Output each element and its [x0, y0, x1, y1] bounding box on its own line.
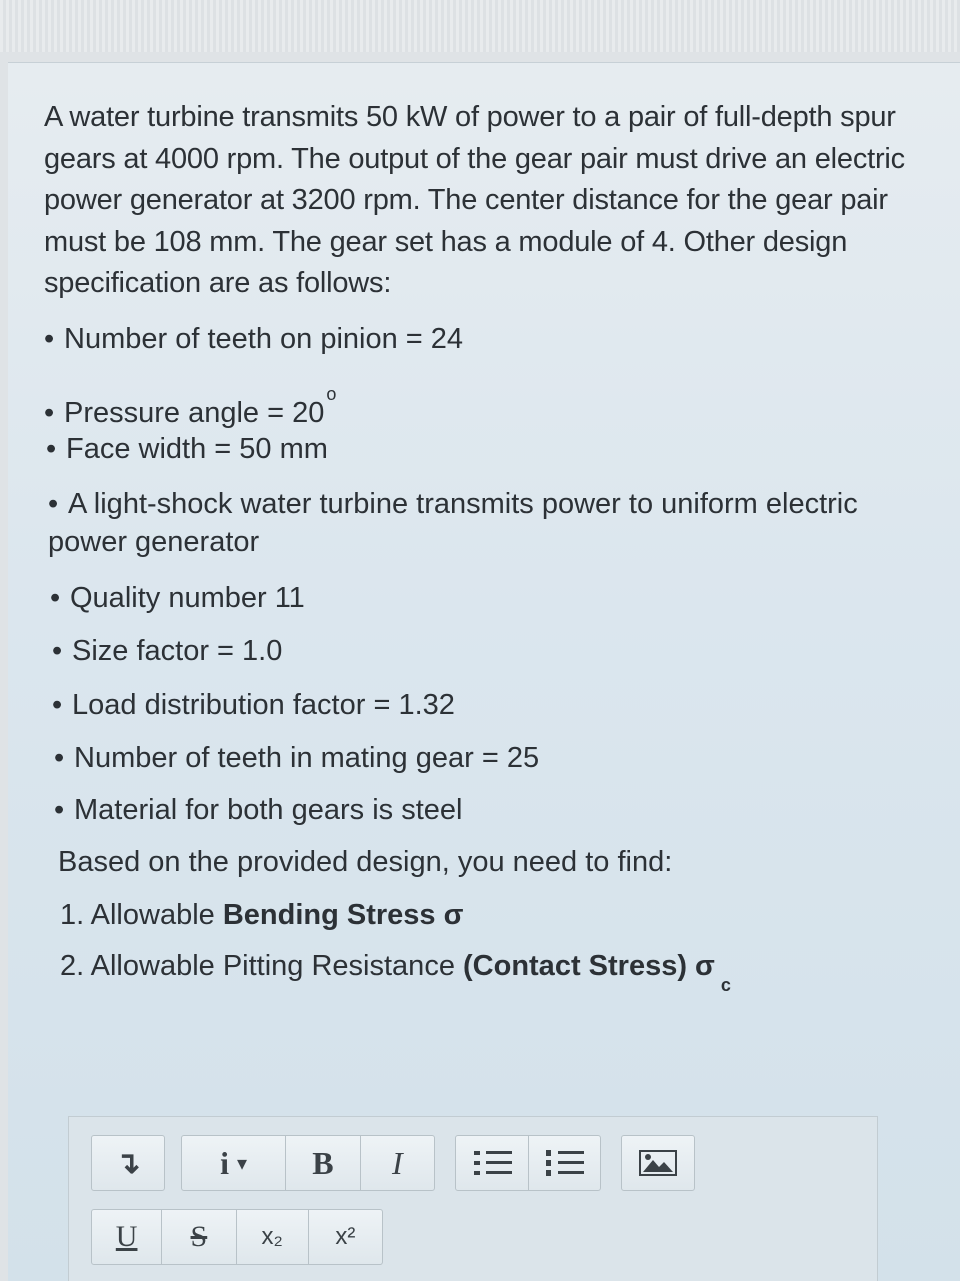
spec-item: • Quality number 11: [50, 582, 305, 614]
numbered-list-icon: [544, 1148, 584, 1178]
insert-image-button[interactable]: [622, 1136, 694, 1190]
underline-button[interactable]: U: [92, 1210, 162, 1264]
media-group: [621, 1135, 695, 1191]
question-intro: A water turbine transmits 50 kW of power to a pair of full-depth spur gears at 4000 rpm. The output of the gear pair must drive an electric power generator at 3200 rpm. The center distance for the gear pair must be 108 mm. The gear set has a module of 4. Other design specification are as follows:: [44, 101, 905, 299]
spec-item: • Size factor = 1.0: [52, 635, 283, 667]
superscript-button[interactable]: x²: [335, 1223, 356, 1250]
question-panel: [8, 62, 960, 1281]
find-intro: Based on the provided design, you need to find:: [58, 846, 673, 878]
subscript-button[interactable]: x₂: [237, 1210, 309, 1264]
find-item-contact: 2. Allowable Pitting Resistance (Contact Stress) $\sigma_c$: [60, 950, 731, 995]
script-group: [91, 1209, 383, 1265]
answer-editor: [68, 1116, 878, 1281]
italic-button[interactable]: I: [391, 1144, 403, 1181]
top-strip: [0, 0, 960, 52]
strikethrough-button[interactable]: S: [162, 1210, 236, 1264]
find-item-bending: 1. Allowable Bending Stress σ: [60, 899, 464, 931]
spec-item: • Pressure angle = $20^o$: [44, 384, 337, 429]
spec-item: • A light-shock water turbine transmits power to uniform electric power generator: [48, 488, 858, 558]
spec-item: • Material for both gears is steel: [54, 794, 463, 826]
list-group: [455, 1135, 601, 1191]
bullet-list-icon: [472, 1148, 512, 1178]
spec-item: • Number of teeth on pinion = 24: [44, 323, 464, 355]
spec-item: • Number of teeth in mating gear = 25: [54, 742, 540, 774]
format-group: [91, 1135, 165, 1191]
degree-mark: o: [326, 384, 337, 404]
text-style-group: [181, 1135, 435, 1191]
numbered-list-button[interactable]: [529, 1136, 601, 1190]
paragraph-format-button[interactable]: ↴: [115, 1146, 141, 1180]
spec-item: • Face width = 50 mm: [46, 433, 328, 465]
image-icon: [639, 1150, 677, 1176]
bold-button[interactable]: B: [286, 1136, 360, 1190]
info-dropdown-button[interactable]: i ▾: [182, 1136, 286, 1190]
spec-item: • Load distribution factor = 1.32: [52, 689, 455, 721]
bullet-list-button[interactable]: [456, 1136, 529, 1190]
chevron-down-icon: ▾: [237, 1151, 248, 1175]
